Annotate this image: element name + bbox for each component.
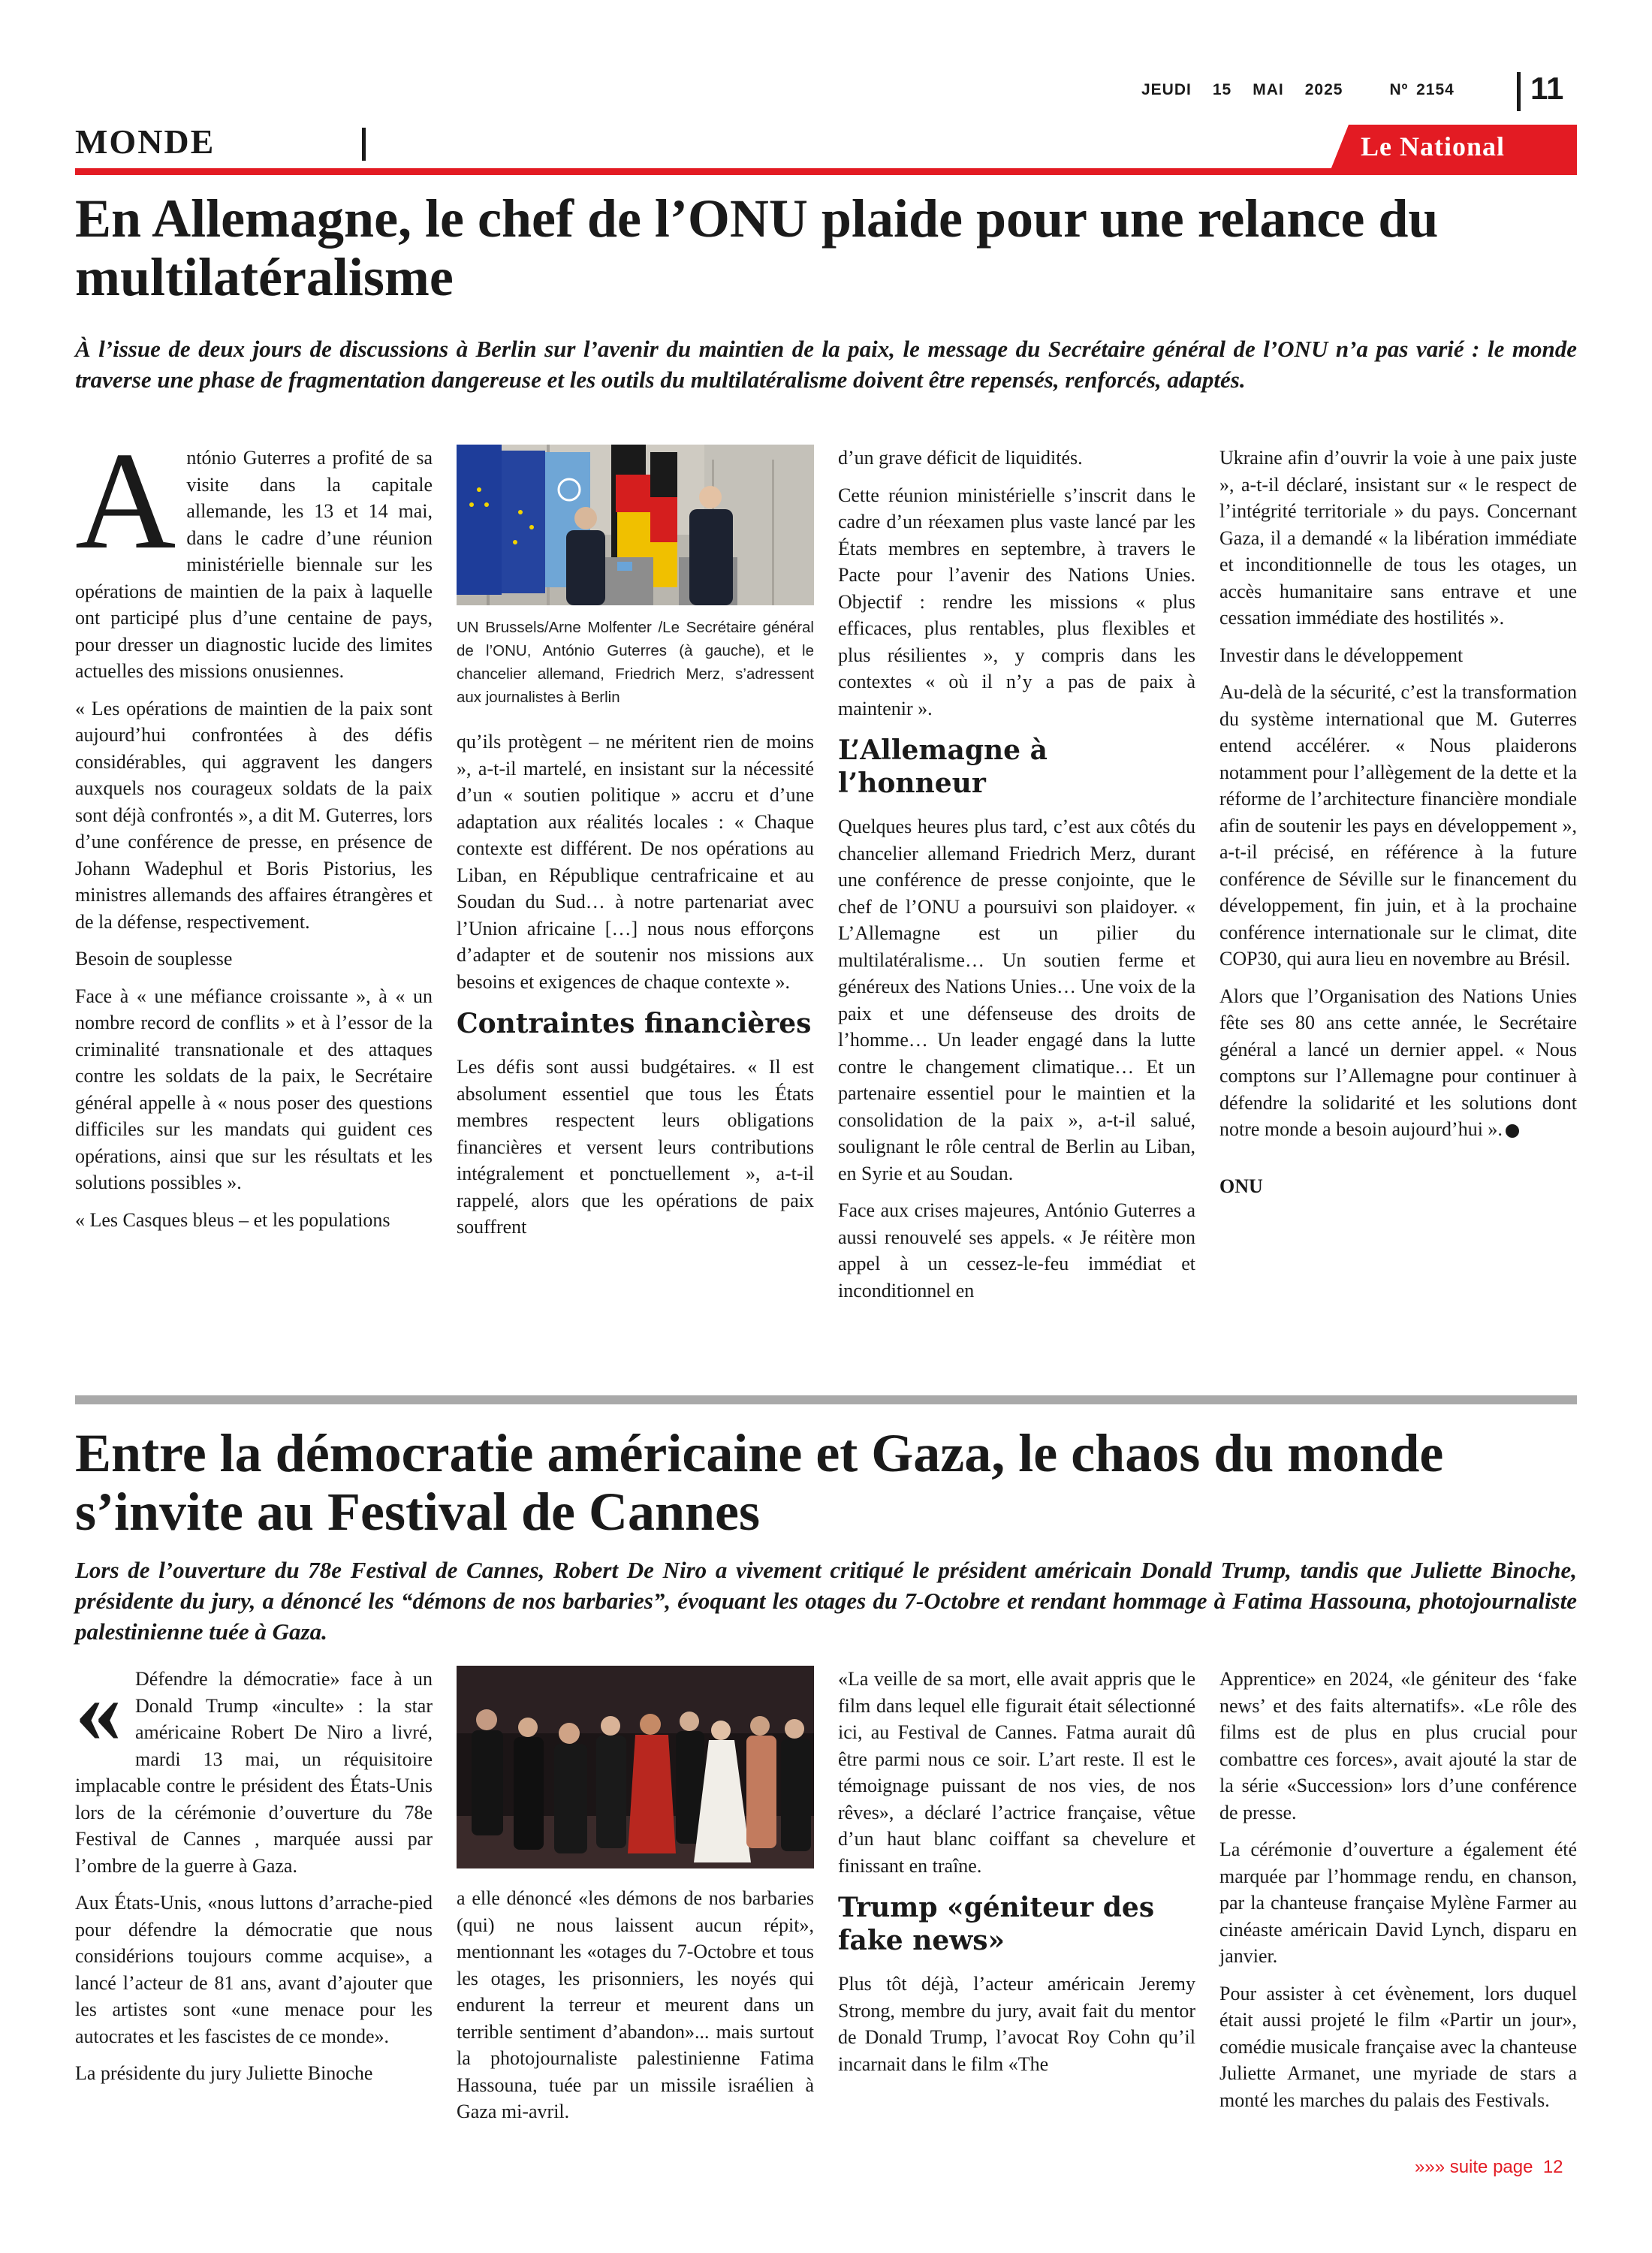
cannes-jury-photo: [457, 1666, 814, 1868]
article1-column-1: [75, 424, 433, 1244]
header-red-rule: [75, 168, 1577, 175]
article1-paragraph: Face aux crises majeures, António Guterres a aussi renouvelé ses appels. « Je réitère mon appel à un cessez-le-feu immédiat et inconditionnel en: [838, 1199, 1195, 1301]
dateline-month: MAI: [1253, 81, 1284, 98]
dateline-date: 15: [1212, 81, 1232, 98]
article2-paragraph: Pour assister à cet évènement, lors duquel était aussi projeté le film «Partir un jour», comédie musicale française avec la chanteuse Juliette Armanet, une myriade de stars a monté les marches du palais des Festivals.: [1219, 1982, 1577, 2111]
article1-column-2: [457, 445, 814, 1251]
continued-page-number: 12: [1542, 2157, 1563, 2177]
article1-subhead-development: Investir dans le développement: [1219, 644, 1464, 666]
article1-paragraph: António Guterres a profité de sa visite dans la capitale allemande, les 13 et 14 mai, dans le cadre d’une réunion ministérielle biennale sur les opérations de maintien de la paix à laquelle ont participé plus d’une centaine de pays, pour dresser un diagnostic lucide des limites actuelles des missions onusiennes.: [75, 424, 433, 682]
article1-column-3: [838, 445, 1195, 1314]
dateline-year: 2025: [1304, 81, 1343, 98]
newspaper-page: [75, 0, 1577, 2253]
article1-paragraph: qu’ils protègent – ne méritent rien de moins », a-t-il martelé, en insistant sur la nécessité d’un « soutien politique » accru et d’une adaptation aux réalités locales : « Chaque contexte est différent. De nos opérations au Liban, en République centrafricaine et au Soudan du Sud… à notre partenariat avec l’Union africaine […] nous nous efforçons d’adapter et de soutenir nos missions aux besoins et exigences de chaque contexte ».: [457, 731, 814, 993]
article1-subhead-germany: L’Allemagne à l’honneur: [838, 734, 1048, 799]
article2-column-2: [457, 1666, 814, 2136]
section-divider: [362, 128, 366, 161]
brand-name: Le National: [1361, 131, 1506, 161]
article2-column-3: [838, 1666, 1195, 2088]
article2-paragraph: La cérémonie d’ouverture a également été marquée par l’hommage rendu, en chanson, par la chanteuse française Mylène Farmer au cinéaste américain David Lynch, disparu en janvier.: [1219, 1838, 1577, 1967]
article1-paragraph: Cette réunion ministérielle s’inscrit dans le cadre d’un réexamen plus vaste lancé par les États membres en septembre, à travers le Pacte pour l’avenir des Nations Unies. Objectif : rendre les missions « plus efficaces, plus rentables, plus flexibles et plus résilientes », y compris dans les contextes « où il n’y a pas de paix à maintenir ».: [838, 484, 1195, 719]
article1-column-4: [1219, 445, 1577, 1210]
article1-paragraph: « Les opérations de maintien de la paix sont aujourd’hui confrontées à des défis considérables, qui aggravent les dangers auxquels nos courageux soldats de la paix sont déjà confrontés », a dit M. Guterres, lors d’une conférence de presse, en présence de Johann Wadephul et Boris Pistorius, les ministres allemands des affaires étrangères et de la défense, respectivement.: [75, 697, 433, 933]
article2-paragraph: «La veille de sa mort, elle avait appris que le film dans lequel elle figurait était sélectionné ici, au Festival de Cannes. Fatma aurait dû être parmi nous ce soir. L’art reste. Il est le témoignage puissant de nos vies, de nos rêves», a déclaré l’actrice française, vêtue d’un haut blanc coiffant sa chevelure et finissant en traîne.: [838, 1668, 1195, 1877]
opening-quote-mark: «: [75, 1659, 122, 1762]
article1-standfirst: À l’issue de deux jours de discussions à Berlin sur l’avenir du maintien de la paix, le message du Secrétaire général de l’ONU n’a pas varié : le monde traverse une phase de fragmentation dangereuse et les outils du multilatéralisme doivent être repensés, renforcés, adaptés.: [75, 336, 1577, 393]
dateline-day: JEUDI: [1141, 81, 1192, 98]
article1-paragraph: Au-delà de la sécurité, c’est la transformation du système international que M. Guterres entend accélérer. « Nous plaiderons notamment pour l’allègement de la dette et la réforme de l’architecture financière mondiale afin de soutenir les pays en développement », a-t-il précisé, en référence à la future conférence de Séville sur le financement du développement, fin juin, et à la prochaine conférence internationale sur le climat, dite COP30, qui aura lieu en novembre au Brésil.: [1219, 681, 1577, 970]
dropcap: A: [75, 424, 176, 578]
article1-photo-caption: UN Brussels/Arne Molfenter /Le Secrétaire général de l’ONU, António Guterres (à gauche), et le chancelier allemand, Friedrich Merz, s’adressent aux journalistes à Berlin: [457, 619, 814, 706]
article1-photo: [457, 445, 814, 605]
page-number: 11: [1530, 71, 1564, 106]
article1-paragraph: « Les Casques bleus – et les populations: [75, 1208, 390, 1231]
article2-headline: Entre la démocratie américaine et Gaza, le chaos du monde s’invite au Festival de Cannes: [75, 1423, 1444, 1542]
article1-paragraph: Quelques heures plus tard, c’est aux côtés du chancelier allemand Friedrich Merz, durant une conférence de presse conjointe, que le chef de l’ONU a poursuivi son plaidoyer. « L’Allemagne est un pilier du multilatéralisme… Un soutien ferme et généreux des Nations Unies… Une voix de la paix et une défenseuse des droits de l’homme… Un leader engagé dans la lutte contre le changement climatique… Et un partenaire essentiel pour le maintien et la consolidation de la paix », a-t-il salué, soulignant le rôle central de Berlin au Liban, en Syrie et au Soudan.: [838, 816, 1195, 1184]
article1-paragraph: Alors que l’Organisation des Nations Unies fête ses 80 ans cette année, le Secrétaire général a lancé un dernier appel. « Nous comptons sur l’Allemagne pour continuer à défendre la solidarité et les solutions dont notre monde a besoin aujourd’hui ».: [1219, 985, 1577, 1140]
article2-subhead-trump: Trump «géniteur des fake news»: [838, 1892, 1155, 1956]
article1-paragraph: d’un grave déficit de liquidités.: [838, 447, 1083, 469]
article2-paragraph: « Défendre la démocratie» face à un Donald Trump «inculte» : la star américaine Robert De Niro a livré, mardi 13 mai, un réquisitoire implacable contre le président des États-Unis lors de la cérémonie d’ouverture du 78e Festival de Cannes , marquée aussi par l’ombre de la guerre à Gaza.: [75, 1659, 433, 1877]
article1-paragraph: Ukraine afin d’ouvrir la voie à une paix juste », a-t-il déclaré, insistant sur « le respect de l’intégrité territoriale » du pays. Concernant Gaza, il a demandé « la libération immédiate et inconditionnelle de tous les otages, un accès humanitaire sans entrave et une cessation immédiate des hostilités ».: [1219, 447, 1577, 629]
issue-number: Nº 2154: [1389, 81, 1455, 98]
article2-paragraph: Apprentice» en 2024, «le géniteur des ‘fake news’ et des faits alternatifs». «Le rôle des films est de plus en plus crucial pour combattre ces forces», avait ajouté la star de la série «Succession» lors d’une conférence de presse.: [1219, 1668, 1577, 1823]
article2-column-4: [1219, 1666, 1577, 2124]
article2-paragraph: Aux États-Unis, «nous luttons d’arrache-pied pour défendre la démocratie que nous considérions toujours comme acquise», a lancé l’acteur de 81 ans, avant d’ajouter que les artistes sont «une menace pour les autocrates et les fascistes de ce monde».: [75, 1892, 433, 2047]
article2-standfirst: Lors de l’ouverture du 78e Festival de Cannes, Robert De Niro a vivement critiqué le président américain Donald Trump, tandis que Juliette Binoche, présidente du jury, a dénoncé les “démons de nos barbaries”, évoquant les otages du 7-Octobre et rendant hommage à Fatima Hassouna, photojournaliste palestinienne tuée à Gaza.: [75, 1557, 1577, 1645]
press-conference-photo: [457, 445, 814, 605]
end-mark-icon: [1506, 1124, 1519, 1138]
section-title: MONDE: [75, 122, 216, 161]
page-number-divider: [1517, 72, 1521, 111]
dateline: [1141, 81, 1476, 99]
article1-paragraph: Les défis sont aussi budgétaires. « Il est absolument essentiel que tous les États membres respectent leurs obligations financières et versent leurs contributions intégralement et ponctuellement », a-t-il rappelé, alors que les opérations de paix souffrent: [457, 1056, 814, 1238]
article1-subhead-financial: Contraintes financières: [457, 1008, 812, 1039]
article2-paragraph: Plus tôt déjà, l’acteur américain Jeremy Strong, membre du jury, avait fait du mentor de Donald Trump, l’avocat Roy Cohn qu’il incarnait dans le film «The: [838, 1973, 1195, 2075]
article2-column-1: [75, 1659, 433, 2098]
continued-label: »»» suite page: [1415, 2157, 1533, 2177]
article2-paragraph: La présidente du jury Juliette Binoche: [75, 2062, 373, 2084]
article2-photo: [457, 1666, 814, 1868]
article1-signoff: ONU: [1219, 1175, 1263, 1197]
continued-link[interactable]: [1415, 2157, 1563, 2178]
article2-paragraph: a elle dénoncé «les démons de nos barbaries (qui) ne nous laissent aucun répit», mentionnant les «otages du 7-Octobre et tous les otages, les prisonniers, les noyés qui endurent la terreur et meurent dans un terrible sentiment d’abandon»... mais surtout la photojournaliste palestinienne Fatima Hassouna, tuée par un missile israélien à Gaza mi-avril.: [457, 1887, 814, 2122]
article1-subhead-flexibility: Besoin de souplesse: [75, 948, 233, 970]
article1-headline: En Allemagne, le chef de l’ONU plaide pour une relance du multilatéralisme: [75, 189, 1439, 307]
article-divider: [75, 1395, 1577, 1404]
article1-paragraph: Face à « une méfiance croissante », à « un nombre record de conflits » et à l’essor de la criminalité transnationale et des attaques contre les soldats de la paix, le Secrétaire général appelle à « nous poser des questions difficiles sur les mandats qui guident ces opérations, ainsi que sur les résultats et les solutions possibles ».: [75, 985, 433, 1193]
